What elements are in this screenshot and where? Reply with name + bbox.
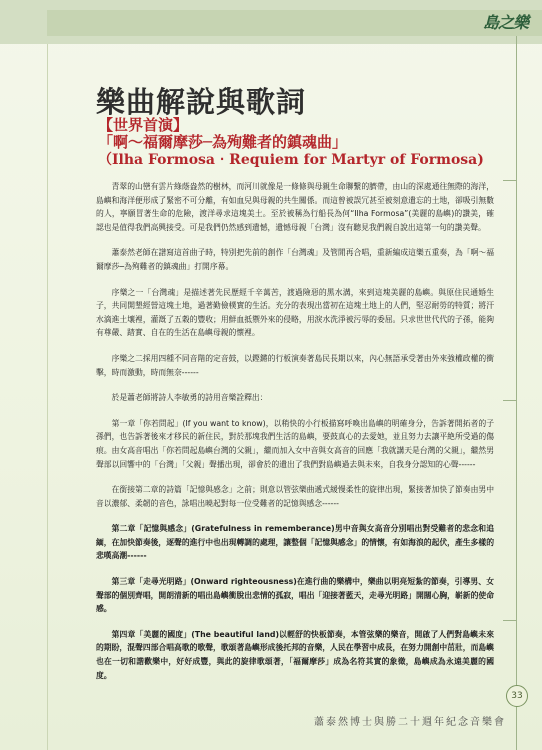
paragraph: 第三章「走尋光明路」(Onward righteousness)在進行曲的樂構中，樂曲以明亮短紮的節奏，引導男、女聲部的個別齊唱，開朗清新的唱出島嶼衝脫出悲情的孤寂，唱出「迎接著藍天，走尋光明路」開闊心胸，嶄新的使命感。	[96, 577, 494, 614]
paragraph: 蕭泰然老師在譜寫這首曲子時，特別把先前的創作「台灣魂」及管閒再合唱，重新編成這樂五重奏，為「啊～福爾摩莎─為殉難者的鎮魂曲」打開序幕。	[96, 248, 494, 271]
footer-text: 蕭泰然博士與勝二十週年紀念音樂會	[314, 717, 506, 728]
paragraph: 青翠的山巒有雲片綠蔭盎然的樹林，而河川就像是一條條與母親生命聯繫的臍帶，由山的深處通往無際的海洋，島嶼和海洋便形成了緊密不可分離，有如血兒與母親的共生關係。而這曾被誤冗甚至被刻意遺忘的土地，卻吸引無數的人，寧願冒著生命的危險，渡洋尋求這塊美土。至於被稱為行船長為何“Ilha Formosa”(美麗的島嶼)的讚美，確認也是值得我們高興接受。可是我們仍然感到遺憾，遺憾母親「台灣」沒有聽見我們親自說出這第一句的讚美聲。	[96, 182, 494, 232]
paragraph: 第二章「記憶與感念」(Gratefulness in rememberance)男中音與女高音分別唱出對受難者的悲念和追緬，在加快節奏後，逐聲的進行中也出現轉調的處理，讓整個「記憶與感念」的情懷，有如海浪的起伏，產生多樣的悲嘆高潮------	[96, 524, 494, 561]
section-title: 樂曲解說與歌詞	[96, 85, 307, 119]
margin-tick	[503, 400, 517, 401]
margin-tick	[503, 180, 517, 181]
brand-logo: 島之樂	[482, 13, 528, 32]
paragraph: 於是蕭老師將詩人李敏勇的詩用音樂詮釋出：	[111, 393, 268, 403]
work-title-en: （Ilha Formosa ‧ Requiem for Martyr of Formosa)	[98, 152, 484, 168]
premiere-label: 【世界首演】	[98, 116, 189, 134]
margin-tick	[503, 620, 517, 621]
paragraph: 第四章「美麗的國度」(The beautiful land)以輕舒的快板節奏，本管弦樂的樂音，開啟了人們對島嶼未來的期盼，混聲四部合唱高歌的歌聲，歌頌著島嶼形成後托邦的音樂，人民在學習中成長，在努力開創中茁壯，而島嶼也在一切和諧歡樂中，好好成豐，與此的旋律歌頌著，「福爾摩莎」成為名符其實的象徵，島嶼成為永遠美麗的國度。	[96, 629, 494, 680]
work-title-zh: 「啊～福爾摩莎─為殉難者的鎮魂曲」	[98, 133, 348, 151]
page-number: 33	[506, 685, 528, 707]
paragraph: 第一章「你若問起」(If you want to know)，以稍快的小行板描寫呼喚出島嶼的明確身分，告訴著開拓者的子孫們，也告訴著後來才移民的新住民，對於那塊我們生活的島嶼，要鼓真心的去愛她，並且努力去讓平絶所受過的傷痕。由女高音唱出「你若問起島嶼台灣的父親」，繼而加入女中音與女高音的回應「我就講天是台灣的父親」，繼然男聲部以回響中的「台灣」「父親」聲播出現，卻會於的遺出了我們對島嶼過去與未來，自我身分認知的心聲------	[96, 418, 494, 469]
paragraph: 序樂之二採用四種不同音階的定音鼓，以鏗鏘的行板演奏著島民長期以來，內心無語承受著由外來強權政權的衝擊，時而激動，時而無奈------	[96, 353, 494, 377]
left-margin-rule	[47, 44, 48, 750]
article-body	[96, 180, 494, 694]
paragraph: 序樂之一「台灣魂」是描述著先民歷經千辛萬苦，渡過險惡的黑水溝，來到這塊美麗的島嶼。與原住民通婚生子，共同開墾經營這塊土地，過著勤儉樸實的生活。充分的表現出當初在這塊土地上的人們，堅忍耐勞的特質；將汗水滴進土壤裡，灌漑了五穀的豐收；用鮮血抵禦外來的侵略，用淚水洗淨被污辱的委屈。只求世世代代的子孫，能夠有尊嚴、踏實、自在的生活在島嶼母親的懷裡。	[96, 287, 494, 338]
paragraph: 在銜接第二章的詩篇「記憶與感念」之前；則意以管弦樂曲遞式緩慢柔性的旋律出現，緊接著加快了節奏由男中音以濃郁、柔韌的音色，詠唱出曉起對每一位受難者的記憶與感念------	[96, 485, 494, 508]
